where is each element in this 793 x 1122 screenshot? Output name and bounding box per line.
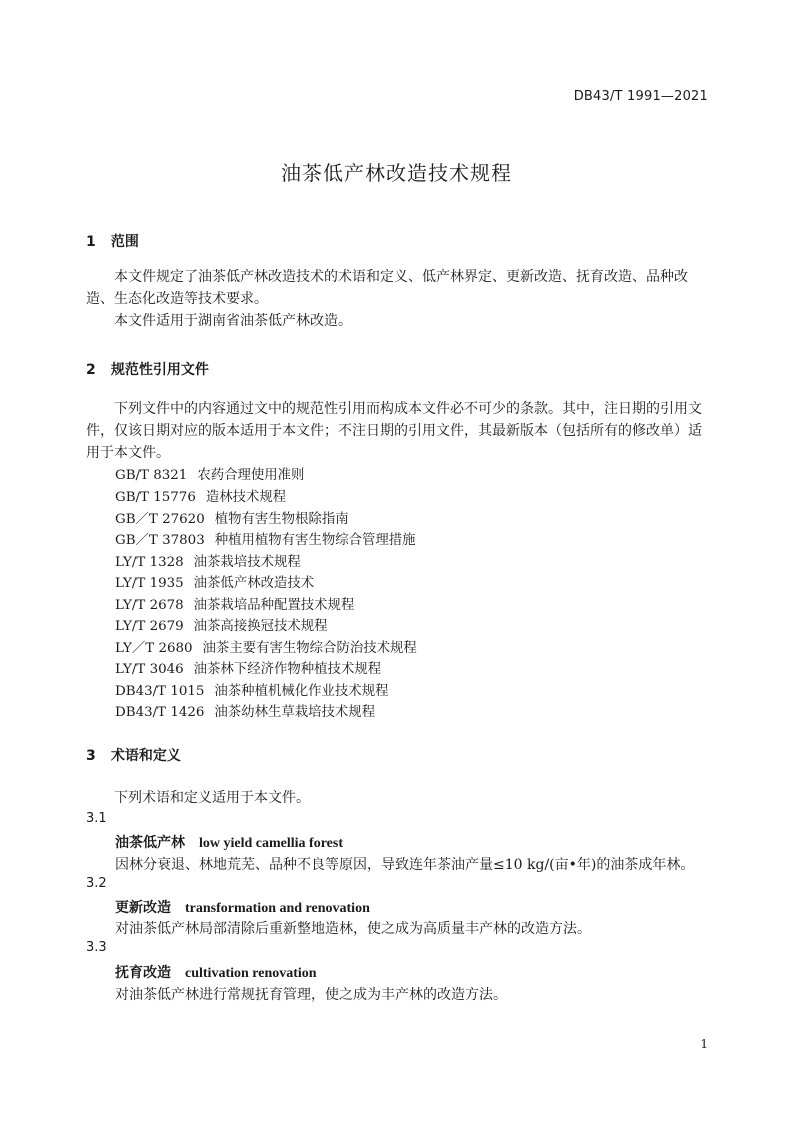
- reference-item: [115, 701, 375, 720]
- reference-code: DB43/T 1426: [115, 705, 205, 720]
- term-zh: 抚育改造: [115, 965, 171, 981]
- reference-name: 油茶幼林生草栽培技术规程: [214, 705, 376, 720]
- term-definition: 因林分衰退、林地荒芜、品种不良等原因，导致连年茶油产量≤10 kg/(亩•年)的油茶成年林。: [115, 857, 695, 873]
- section-2-intro: [86, 398, 712, 464]
- term-title: [115, 897, 370, 917]
- section-number: 1: [86, 234, 96, 250]
- reference-code: GB／T 27620: [115, 512, 205, 527]
- reference-item: [115, 680, 388, 699]
- reference-name: 油茶林下经济作物种植技术规程: [193, 662, 382, 677]
- reference-name: 种植用植物有害生物综合管理措施: [214, 533, 416, 548]
- reference-code: LY/T 2678: [115, 598, 184, 613]
- section-number: 2: [86, 362, 96, 378]
- reference-item: [115, 551, 301, 570]
- reference-name: 植物有害生物根除指南: [214, 512, 349, 527]
- reference-item: [115, 658, 381, 677]
- section-3-intro: [86, 787, 712, 809]
- term-zh: 油茶低产林: [115, 835, 185, 851]
- section-number: 3: [86, 748, 96, 764]
- reference-name: 油茶种植机械化作业技术规程: [214, 684, 389, 699]
- reference-item: [115, 615, 328, 634]
- reference-code: GB/T 15776: [115, 490, 196, 505]
- reference-name: 油茶栽培技术规程: [193, 555, 301, 570]
- reference-name: 油茶栽培品种配置技术规程: [193, 598, 355, 613]
- paragraph: 本文件适用于湖南省油茶低产林改造。: [114, 313, 352, 329]
- reference-item: [115, 508, 349, 527]
- section-1-heading: [86, 231, 139, 251]
- term-en: transformation and renovation: [185, 901, 370, 916]
- section-2-heading: [86, 359, 209, 379]
- section-title: 规范性引用文件: [110, 362, 209, 378]
- reference-code: DB43/T 1015: [115, 684, 205, 699]
- term-number: 3.2: [86, 876, 107, 891]
- page-number: 1: [700, 1037, 708, 1051]
- reference-name: 农药合理使用准则: [197, 468, 305, 483]
- term-zh: 更新改造: [115, 900, 171, 916]
- page-title: 油茶低产林改造技术规程: [281, 161, 512, 185]
- term-en: cultivation renovation: [185, 966, 317, 981]
- reference-name: 造林技术规程: [205, 490, 287, 505]
- reference-item: [115, 486, 286, 505]
- reference-item: [115, 572, 314, 591]
- reference-code: LY/T 1935: [115, 576, 184, 591]
- reference-code: GB／T 37803: [115, 533, 205, 548]
- reference-code: LY／T 2680: [115, 641, 193, 656]
- reference-name: 油茶低产林改造技术: [193, 576, 315, 591]
- reference-code: LY/T 1328: [115, 555, 184, 570]
- reference-item: [115, 464, 304, 483]
- paragraph: 下列文件中的内容通过文中的规范性引用而构成本文件必不可少的条款。其中，注日期的引用文件，仅该日期对应的版本适用于本文件；不注日期的引用文件，其最新版本（包括所有的修改单）适用于本文件。: [86, 401, 702, 461]
- section-title: 范围: [110, 234, 139, 250]
- section-title: 术语和定义: [110, 748, 181, 764]
- reference-item: [115, 529, 416, 548]
- term-title: [115, 832, 343, 852]
- paragraph: 下列术语和定义适用于本文件。: [114, 790, 310, 806]
- document-code: DB43/T 1991—2021: [573, 89, 708, 104]
- reference-code: LY/T 3046: [115, 662, 184, 677]
- term-number: 3.3: [86, 940, 107, 955]
- reference-code: LY/T 2679: [115, 619, 184, 634]
- term-definition: 对油茶低产林进行常规抚育管理，使之成为丰产林的改造方法。: [115, 987, 507, 1003]
- reference-name: 油茶高接换冠技术规程: [193, 619, 328, 634]
- term-definition: 对油茶低产林局部清除后重新整地造林，使之成为高质量丰产林的改造方法。: [115, 921, 591, 937]
- paragraph: 本文件规定了油茶低产林改造技术的术语和定义、低产林界定、更新改造、抚育改造、品种改造、生态化改造等技术要求。: [86, 269, 688, 307]
- reference-item: [115, 594, 354, 613]
- term-en: low yield camellia forest: [199, 836, 343, 851]
- term-title: [115, 962, 317, 982]
- reference-code: GB/T 8321: [115, 468, 188, 483]
- reference-name: 油茶主要有害生物综合防治技术规程: [202, 641, 417, 656]
- section-3-heading: [86, 745, 181, 765]
- reference-item: [115, 637, 417, 656]
- term-number: 3.1: [86, 811, 107, 826]
- section-1-body: [86, 266, 712, 332]
